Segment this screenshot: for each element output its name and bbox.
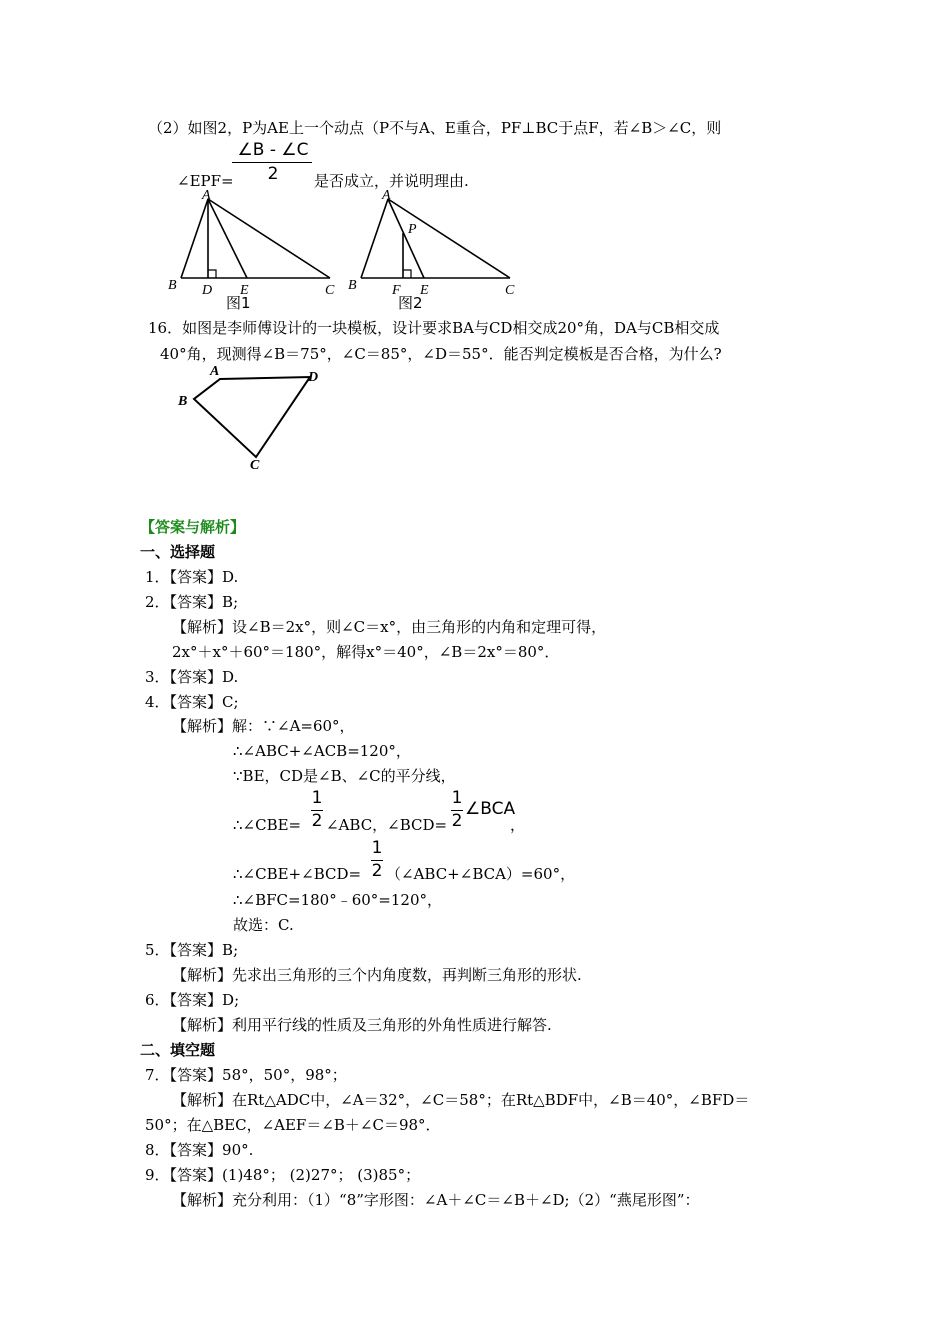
half-fraction-1-num: 1 [311,788,323,808]
template-label-d: D [308,370,319,385]
fig1-segment-ab [181,199,208,278]
fig2-label-f: F [392,283,401,298]
answer-9-explanation: 【解析】充分利用：（1）“8”字形图：∠A＋∠C＝∠B＋∠D;（2）“燕尾形图”： [172,1191,700,1209]
template-shape [194,377,310,457]
q16-line1: 16．如图是李师傅设计的一块模板，设计要求BA与CD相交成20°角，DA与CB相交成 [148,319,720,337]
fig2-label-e: E [420,283,429,298]
fig2-label-a: A [382,188,391,203]
half-fraction-2-num: 1 [451,788,463,808]
half-fraction-3-num: 1 [371,838,383,858]
answer-3: 3．【答案】D. [145,668,239,686]
answer-4: 4．【答案】C; [145,693,239,711]
formula-fraction [232,140,314,188]
fig2-right-angle-mark [403,270,411,278]
answer-9: 9．【答案】(1)48°； (2)27°； (3)85°； [145,1166,421,1184]
fig1-label-d: D [202,283,213,298]
template-label-c: C [250,458,260,473]
answer-4-explanation-4d: ， [510,816,526,834]
answer-2-explanation-1: 【解析】设∠B＝2x°，则∠C＝x°，由三角形的内角和定理可得， [172,618,607,636]
fig1-label-e: E [240,283,249,298]
fig2-caption: 图2 [398,294,423,310]
answer-4-explanation-1: 【解析】解：∵∠A=60°， [172,717,355,735]
fraction-bar [232,162,312,163]
figure-2-diagram [340,186,530,310]
answer-2-explanation-2: 2x°＋x°＋60°＝180°，解得x°＝40°，∠B＝2x°＝80°． [172,643,560,661]
q16-line2: 40°角，现测得∠B＝75°，∠C＝85°，∠D＝55°．能否判定模板是否合格，为什么? [160,345,722,363]
fig1-label-b: B [168,278,177,293]
half-fraction-3 [370,838,384,884]
q15-part2-line1: （2）如图2，P为AE上一个动点（P不与A、E重合，PF⊥BC于点F，若∠B＞∠C，则 [148,119,722,137]
fig1-caption: 图1 [226,294,251,310]
half-fraction-2-den: 2 [451,811,463,831]
template-label-a: A [210,364,220,379]
answer-8: 8．【答案】90°. [145,1141,254,1159]
figure-1-diagram [160,186,350,310]
half-fraction-3-den: 2 [371,861,383,881]
fig2-label-c: C [505,283,515,298]
answer-7: 7．【答案】58°，50°，98°； [145,1066,347,1084]
answer-4-explanation-2: ∴∠ABC+∠ACB=120°， [233,742,411,760]
fig1-label-c: C [325,283,335,298]
fig1-segment-ac [208,199,330,278]
half-fraction-2 [450,788,464,834]
half-fraction-1-den: 2 [311,811,323,831]
answer-4-explanation-3: ∵BE，CD是∠B、∠C的平分线， [233,767,456,785]
answer-7-explanation-1: 【解析】在Rt△ADC中，∠A＝32°，∠C＝58°；在Rt△BDF中，∠B＝40°，∠BFD＝ [172,1091,750,1109]
answer-4-explanation-6: ∴∠BFC=180°﹣60°=120°， [233,891,443,909]
formula-suffix: 是否成立，并说明理由. [314,172,469,190]
formula-numerator: ∠B - ∠C [237,140,309,160]
answer-7-explanation-2: 50°；在△BEC，∠AEF＝∠B＋∠C＝98°． [145,1116,441,1134]
answer-6-explanation: 【解析】利用平行线的性质及三角形的外角性质进行解答. [172,1016,552,1034]
answer-4-explanation-4a: ∴∠CBE= [233,816,302,834]
fig2-label-b: B [348,278,357,293]
formula-denominator: 2 [267,164,279,184]
answer-4-explanation-5b: （∠ABC+∠BCA）=60°， [386,865,576,883]
answer-4-explanation-4b: ∠ABC，∠BCD= [326,816,448,834]
answer-4-explanation-5a: ∴∠CBE+∠BCD= [233,865,362,883]
section-1-heading: 一、选择题 [140,543,216,561]
fig2-segment-ab [361,199,388,278]
template-quadrilateral-diagram [170,362,340,474]
answer-4-explanation-4c: ∠BCA [465,799,516,819]
answer-6: 6．【答案】D; [145,991,240,1009]
answer-5: 5．【答案】B; [145,941,239,959]
answer-4-explanation-7: 故选：C. [233,916,294,934]
answer-1: 1．【答案】D. [145,568,239,586]
half-fraction-1 [310,788,324,834]
section-2-heading: 二、填空题 [140,1041,216,1059]
answer-2: 2．【答案】B; [145,593,239,611]
fig1-label-a: A [202,188,211,203]
formula-prefix: ∠EPF= [177,172,234,190]
answer-5-explanation: 【解析】先求出三角形的三个内角度数，再判断三角形的形状. [172,966,582,984]
fig1-right-angle-mark [208,270,216,278]
fig2-label-p: P [408,222,417,237]
answers-heading: 【答案与解析】 [140,518,246,536]
template-label-b: B [178,394,188,409]
